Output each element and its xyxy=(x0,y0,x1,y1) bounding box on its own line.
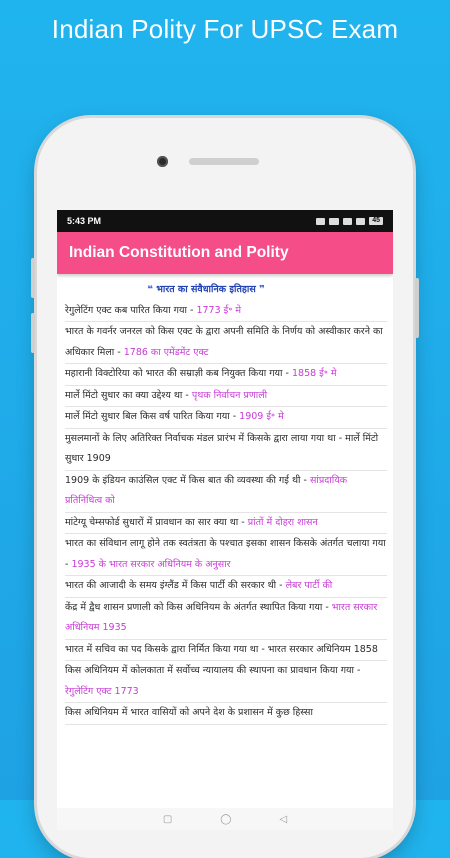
answer-text: भारत सरकार अधिनियम 1935 xyxy=(65,601,378,633)
earpiece-speaker xyxy=(189,158,259,165)
front-camera xyxy=(157,156,168,167)
answer-text: 1909 ई॰ मे xyxy=(239,411,284,422)
qa-item xyxy=(65,661,387,703)
qa-item xyxy=(65,513,387,535)
qa-item xyxy=(65,301,387,323)
section-heading xyxy=(65,280,387,301)
question-text: रेगुलेटिंग एक्ट कब पारित किया गया - xyxy=(65,304,197,316)
qa-item xyxy=(65,407,387,429)
status-bar xyxy=(57,210,393,232)
answer-text: 1935 के भारत सरकार अधिनियम के अनुसार xyxy=(71,558,231,570)
answer-text: 1773 ई॰ मे xyxy=(196,304,242,316)
answer-text: लेबर पार्टी की xyxy=(285,580,333,591)
content-list[interactable] xyxy=(57,274,393,725)
back-icon[interactable]: ◁ xyxy=(279,813,288,825)
phone-side-button xyxy=(31,313,35,353)
qa-item xyxy=(65,364,387,386)
question-text: मुसलमानों के लिए अतिरिक्त निर्वाचक मंडल प्रारंभ में किसके द्वारा लाया गया था - मार्ले मिंटो सुधार 1909 xyxy=(65,432,379,464)
phone-side-button xyxy=(415,278,419,338)
signal-icon xyxy=(356,218,365,225)
answer-text: सांप्रदायिक प्रतिनिधित्व को xyxy=(65,474,348,506)
phone-side-button xyxy=(31,258,35,298)
ornament-icon: ❞ xyxy=(259,284,265,295)
question-text: भारत की आजादी के समय इंग्लैंड में किस पार्टी की सरकार थी - xyxy=(65,580,286,591)
answer-text: प्रांतों में दोहरा शासन xyxy=(247,516,318,528)
question-text: किस अधिनियम में कोलकाता में सर्वोच्च न्यायालय की स्थापना का प्रावधान किया गया - xyxy=(65,665,361,676)
question-text: भारत के गवर्नर जनरल को किस एक्ट के द्वारा अपनी समिति के निर्णय को अस्वीकार करने का अधिकार मिला - xyxy=(65,326,383,358)
question-text: मार्ले मिंटो सुधार का क्या उद्देश्य था - xyxy=(65,389,192,401)
answer-text: 1786 का एमेंडमेंट एक्ट xyxy=(123,346,209,358)
qa-item xyxy=(65,534,387,576)
home-icon[interactable]: ◯ xyxy=(220,813,232,825)
qa-item xyxy=(65,322,387,364)
question-text: मार्ले मिंटो सुधार बिल किस वर्ष पारित किया गया - xyxy=(65,411,240,422)
status-time: 5:43 PM xyxy=(67,216,102,226)
question-text: भारत में सचिव का पद किसके द्वारा निर्मित किया गया था - भारत सरकार अधिनियम 1858 xyxy=(65,643,378,655)
status-icons xyxy=(316,217,383,225)
phone-screen xyxy=(57,210,393,830)
sim-icon xyxy=(316,218,325,225)
question-text: महारानी विक्टोरिया को भारत की सम्राज्ञी कब नियुक्त किया गया - xyxy=(65,368,292,379)
app-title-bar xyxy=(57,232,393,274)
question-text: 1909 के इंडियन काउंसिल एक्ट में किस बात की व्यवस्था की गई थी - xyxy=(65,474,310,486)
qa-item xyxy=(65,598,387,640)
qa-item xyxy=(65,471,387,513)
answer-text: रेगुलेटिंग एक्ट 1773 xyxy=(65,685,139,697)
answer-text: 1858 ई॰ मे xyxy=(291,368,337,379)
signal-icon xyxy=(343,218,352,225)
answer-text: पृथक निर्वाचन प्रणाली xyxy=(191,389,268,401)
phone-frame xyxy=(37,118,413,858)
section-heading-text: भारत का संवैधानिक इतिहास xyxy=(156,284,256,295)
system-nav-bar xyxy=(57,808,393,830)
qa-item xyxy=(65,386,387,408)
battery-icon: 45 xyxy=(369,217,383,225)
app-title: Indian Constitution and Polity xyxy=(69,244,289,261)
wifi-icon xyxy=(329,218,339,225)
qa-item xyxy=(65,576,387,598)
qa-item xyxy=(65,640,387,662)
question-text: केंद्र में द्वैध शासन प्रणाली को किस अधिनियम के अंतर्गत स्थापित किया गया - xyxy=(65,601,332,613)
promo-title: Indian Polity For UPSC Exam xyxy=(51,14,399,44)
qa-item xyxy=(65,703,387,725)
recent-apps-icon[interactable]: ▢ xyxy=(162,813,173,825)
question-text: किस अधिनियम में भारत वासियों को अपने देश के प्रशासन में कुछ हिस्सा xyxy=(65,707,313,718)
question-text: मांटेग्यू चेम्सफोर्ड सुधारों में प्रावधान का सार क्या था - xyxy=(65,516,248,528)
ornament-icon: ❝ xyxy=(147,284,157,295)
qa-item xyxy=(65,429,387,471)
qa-list xyxy=(65,301,387,725)
question-text: भारत का संविधान लागू होने तक स्वतंत्रता के पश्चात इसका शासन किसके अंतर्गत चलाया गया - xyxy=(65,538,386,570)
